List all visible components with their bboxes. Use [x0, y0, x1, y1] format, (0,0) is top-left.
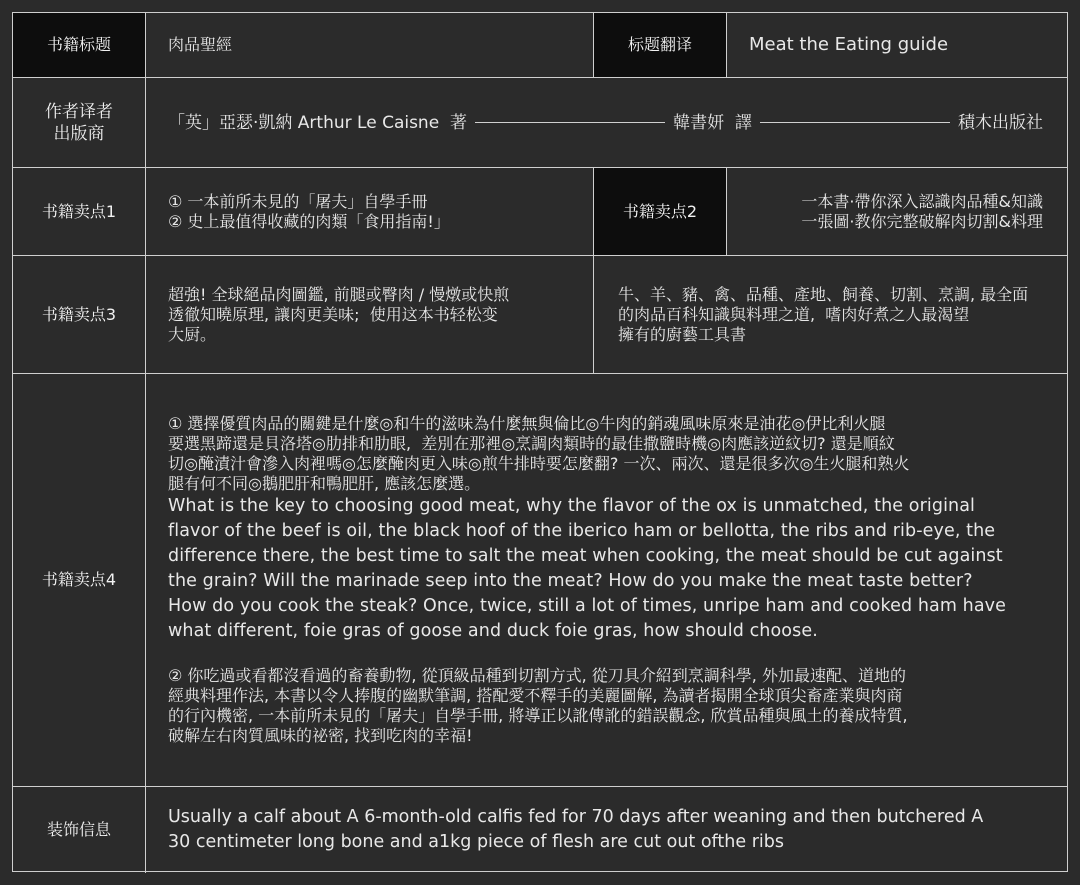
selling-point-2-line: 一張圖·教你完整破解肉切割&料理: [801, 211, 1043, 231]
decoration-label: 装饰信息: [13, 787, 146, 873]
publisher-name: 積木出版社: [958, 112, 1044, 133]
selling-point-4-chinese-2: ② 你吃過或看都沒看過的畜養動物, 從頂級品種到切割方式, 從刀具介紹到烹調科學, 外加最速配、道地的 經典料理作法, 本書以令人捧腹的幽默筆調, 搭配愛不釋手的美麗圖解, 為讀者揭開全球頂尖畜產業與肉商 的行內機密, 一本前所未見的「屠夫」自學手冊, 將導正以訛傳訛的錯誤觀念, 欣賞品種與風土的養成特質, 破解左右肉質風味的祕密, 找到吃肉的幸福!: [168, 666, 908, 745]
title-row: [13, 13, 1067, 78]
selling-point-2-value: [727, 168, 1067, 255]
decoration-value: Usually a calf about A 6-month-old calfis fed for 70 days after weaning and then butchered A 30 centimeter long bone and a1kg piece of flesh are cut out ofthe ribs: [168, 807, 984, 852]
selling-point-3-label: 书籍卖点3: [13, 256, 146, 373]
translator-name: 韓書妍 譯: [673, 112, 752, 133]
title-translation-value: Meat the Eating guide: [749, 34, 949, 55]
book-info-table: [12, 12, 1068, 872]
title-translation-label: 标题翻译: [594, 13, 727, 77]
divider-line: [760, 122, 950, 123]
selling-point-4-chinese-1: ① 選擇優質肉品的關鍵是什麼◎和牛的滋味為什麼無與倫比◎牛肉的銷魂風味原來是油花◎伊比利火腿 要選黑蹄還是貝洛塔◎肋排和肋眼, 差別在那裡◎烹調肉類時的最佳撒鹽時機◎肉應該逆紋切? 還是順紋 切◎醃漬汁會滲入肉裡嗎◎怎麼醃肉更入味◎煎牛排時要怎麼翻? 一次、兩次、還是很多次◎生火腿和熟火 腿有何不同◎鵝肥肝和鴨肥肝, 應該怎麼選。: [168, 414, 910, 493]
selling-point-3-right: 牛、羊、豬、禽、品種、產地、飼養、切割、烹調, 最全面 的肉品百科知識與料理之道, 嗜肉好煮之人最渴望 擁有的廚藝工具書: [618, 284, 1029, 344]
selling-point-2-line: 一本書·帶你深入認識肉品種&知識: [801, 191, 1043, 211]
author-label: 作者译者 出版商: [13, 78, 146, 167]
selling-point-1-line: ① 一本前所未見的「屠夫」自學手冊: [168, 191, 428, 211]
selling-point-4-english: What is the key to choosing good meat, why the flavor of the ox is unmatched, the original flavor of the beef is oil, the black hoof of the iberico ham or bellotta, the ribs and rib-eye, the difference there, the best time to salt the meat when cooking, the meat should be cut against the grain? Will the marinade seep into the meat? How do you make the meat taste better? How do you cook the steak? Once, twice, still a lot of times, unripe ham and cooked ham have what different, foie gras of goose and duck foie gras, how should choose.: [168, 496, 1006, 641]
selling-point-2-label: 书籍卖点2: [594, 168, 727, 255]
book-title-value: 肉品聖經: [146, 13, 594, 77]
selling-point-1-value: [146, 168, 594, 255]
author-name: 「英」亞瑟·凱納 Arthur Le Caisne 著: [168, 112, 467, 133]
selling-points-row-3: [13, 256, 1067, 374]
selling-points-row-4: [13, 374, 1067, 787]
author-publisher-cell: [146, 78, 1067, 167]
author-publisher-line: [168, 113, 1043, 133]
selling-point-1-line: ② 史上最值得收藏的肉類「食用指南!」: [168, 211, 450, 231]
selling-points-row-1: [13, 168, 1067, 256]
book-title-label: 书籍标题: [13, 13, 146, 77]
selling-point-4-value: [146, 374, 1067, 786]
divider-line: [475, 122, 665, 123]
author-row: [13, 78, 1067, 168]
decoration-row: [13, 787, 1067, 873]
selling-point-1-label: 书籍卖点1: [13, 168, 146, 255]
selling-point-4-label: 书籍卖点4: [13, 374, 146, 786]
selling-point-3-left: 超強! 全球絕品肉圖鑑, 前腿或臀肉 / 慢燉或快煎 透徹知曉原理, 讓肉更美味; 使用这本书轻松变 大厨。: [146, 256, 594, 373]
